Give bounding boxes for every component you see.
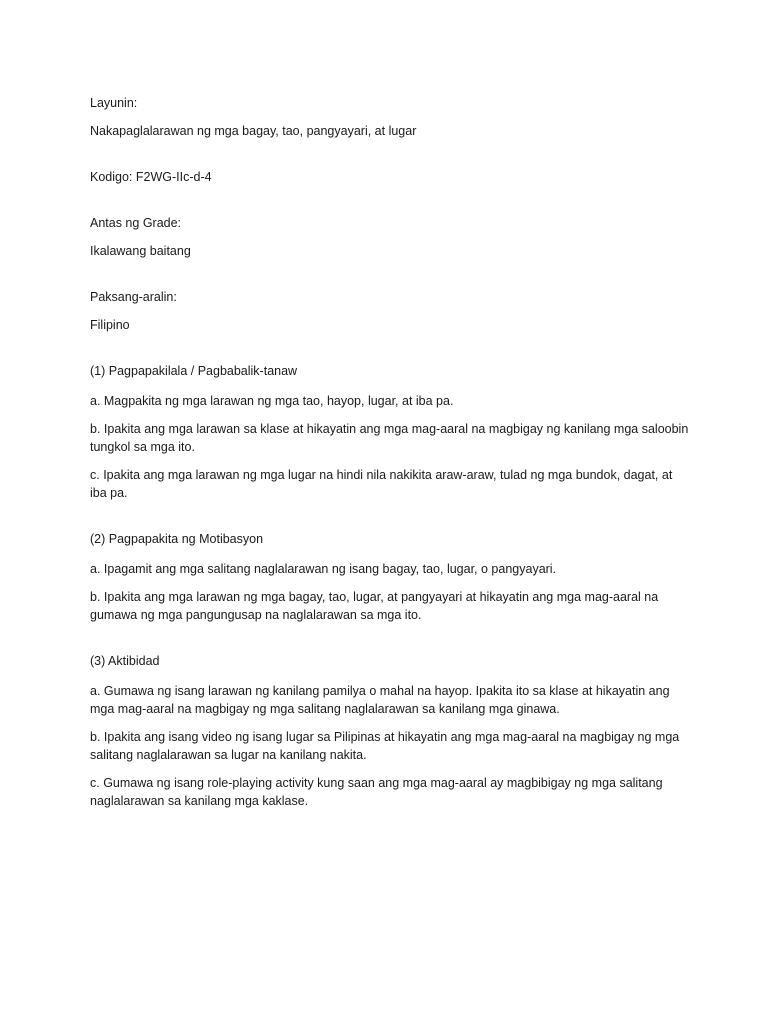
layunin-label: Layunin: [90,96,138,110]
section-item: a. Gumawa ng isang larawan ng kanilang pamilya o mahal na hayop. Ipakita ito sa klase at hikayatin ang mga mag-aaral na magbigay ng mga salitang naglalarawan sa kanilang mga ginawa. [90,684,670,716]
section-heading: (2) Pagpapakita ng Motibasyon [90,532,264,546]
section-item: b. Ipakita ang mga larawan sa klase at hikayatin ang mga mag-aaral na magbigay ng kanilang mga saloobin tungkol sa mga ito. [90,422,689,454]
paksa-value: Filipino [90,318,130,332]
section-item: a. Ipagamit ang mga salitang naglalarawan ng isang bagay, tao, lugar, o pangyayari. [90,562,557,576]
section-item: b. Ipakita ang isang video ng isang lugar sa Pilipinas at hikayatin ang mga mag-aaral na magbigay ng mga salitang naglalarawan sa lugar na kanilang nakita. [90,730,680,762]
paksa-label: Paksang-aralin: [90,290,177,304]
antas-label: Antas ng Grade: [90,216,182,230]
antas-value: Ikalawang baitang [90,244,191,258]
section-item: c. Ipakita ang mga larawan ng mga lugar na hindi nila nakikita araw-araw, tulad ng mga bundok, dagat, at iba pa. [90,468,673,500]
section-heading: (1) Pagpapakilala / Pagbabalik-tanaw [90,364,298,378]
section-item: b. Ipakita ang mga larawan ng mga bagay, tao, lugar, at pangyayari at hikayatin ang mga mag-aaral na gumawa ng mga pangungusap na naglalarawan sa mga ito. [90,590,659,622]
kodigo-text: Kodigo: F2WG-IIc-d-4 [90,170,212,184]
section-item: a. Magpakita ng mga larawan ng mga tao, hayop, lugar, at iba pa. [90,394,454,408]
lesson-plan-content [90,94,690,810]
layunin-value: Nakapaglalarawan ng mga bagay, tao, pangyayari, at lugar [90,124,417,138]
section-item: c. Gumawa ng isang role-playing activity kung saan ang mga mag-aaral ay magbibigay ng mga salitang naglalarawan sa kanilang mga kaklase. [90,776,663,808]
section-heading: (3) Aktibidad [90,654,160,668]
